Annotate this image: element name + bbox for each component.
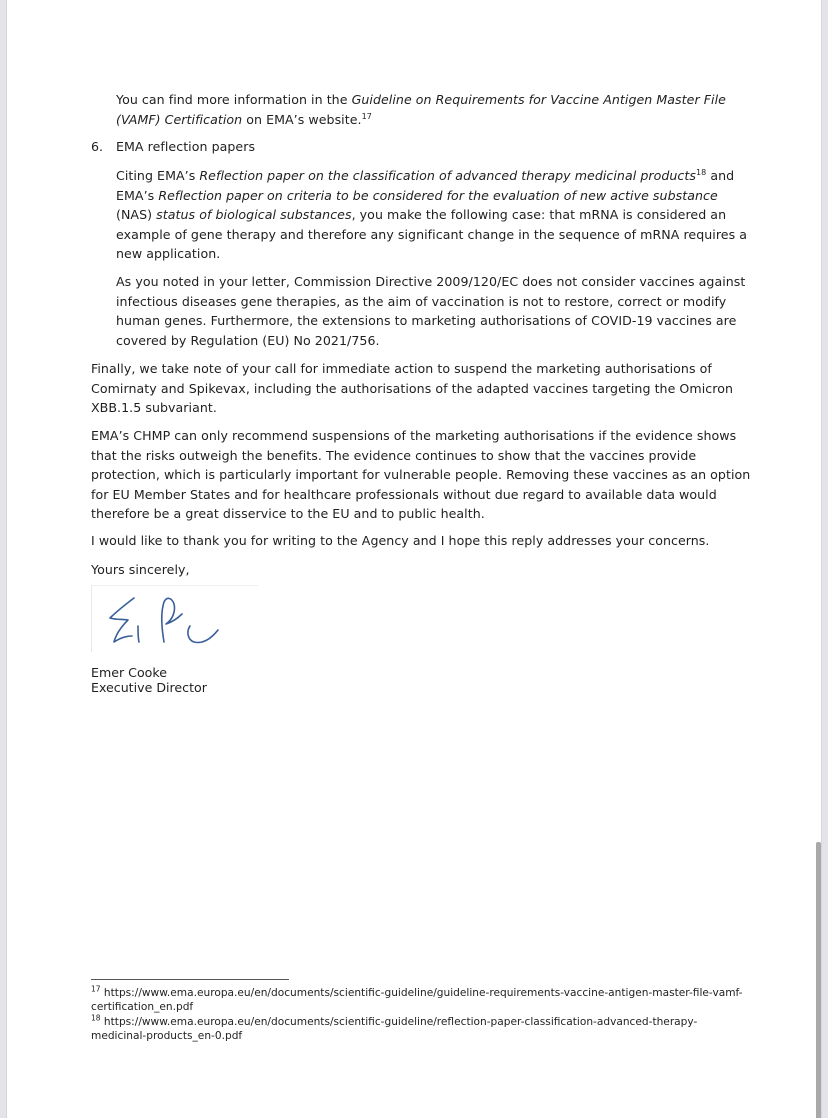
footnote-ref-18[interactable]: 18 [696,167,707,177]
footnote-link[interactable]: https://www.ema.europa.eu/en/documents/scientific-guideline/reflection-paper-classification-advanced-therapy-medicinal-products_en-0.pdf [91,1016,698,1042]
page-edge-left [0,0,7,1118]
text: Citing EMA’s [116,168,200,183]
footnote-18 [91,1013,751,1043]
signature-icon [92,586,258,652]
footnote-divider [91,979,289,980]
paragraph-thanks: I would like to thank you for writing to the Agency and I hope this reply addresses your concerns. [91,533,710,548]
paragraph-reflection-papers [116,166,756,264]
signatory-title: Executive Director [91,680,207,695]
footnote-ref-17[interactable]: 17 [361,111,372,121]
section-heading: EMA reflection papers [116,139,256,154]
reflection-paper-title-1: Reflection paper on the classification of advanced therapy medicinal products [199,168,697,183]
text: You can find more information in the [116,92,352,107]
closing: Yours sincerely, [91,562,190,577]
text: on EMA’s website. [242,111,362,127]
footnote-17 [91,984,751,1014]
text: (NAS) [116,207,157,222]
page-edge-right [821,0,828,1118]
text: and EMA’s [116,168,735,203]
paragraph-vamf-info [116,90,756,129]
signature-image [91,585,258,652]
signatory-name: Emer Cooke [91,665,167,680]
footnote-number: 17 [91,984,101,994]
reflection-paper-title-2: Reflection paper on criteria to be considered for the evaluation of new active substance [158,187,718,203]
text: , you make the following case: that mRNA is considered an example of gene therapy and therefore any significant change in the sequence of mRNA requires a new application. [116,207,748,261]
reflection-paper-title-2-cont: status of biological substances [156,207,352,222]
paragraph-directive: As you noted in your letter, Commission Directive 2009/120/EC does not consider vaccines against infectious diseases gene therapies, as the aim of vaccination is not to restore, correct or modify human genes. Furthermore, the extensions to marketing authorisations of COVID-19 vaccines are covered by Regulation (EU) No 2021/756. [116,274,746,348]
vertical-scrollbar[interactable] [816,842,821,1118]
paragraph-chmp: EMA’s CHMP can only recommend suspensions of the marketing authorisations if the evidence shows that the risks outweigh the benefits. The evidence continues to show that the vaccines provide protection, which is particularly important for vulnerable people. Removing these vaccines as an option for EU Member States and for healthcare professionals without due regard to available data would therefore be a great disservice to the EU and to public health. [91,428,751,521]
guideline-title: Guideline on Requirements for Vaccine Antigen Master File (VAMF) Certification [116,92,726,127]
footnote-link[interactable]: https://www.ema.europa.eu/en/documents/scientific-guideline/guideline-requirements-vaccine-antigen-master-file-vamf-certification_en.pdf [91,987,743,1013]
paragraph-finally: Finally, we take note of your call for immediate action to suspend the marketing authorisations of Comirnaty and Spikevax, including the authorisations of the adapted vaccines targeting the Omicron XBB.1.5 subvariant. [91,361,733,415]
footnote-number: 18 [91,1013,101,1023]
section-number: 6. [91,139,104,154]
